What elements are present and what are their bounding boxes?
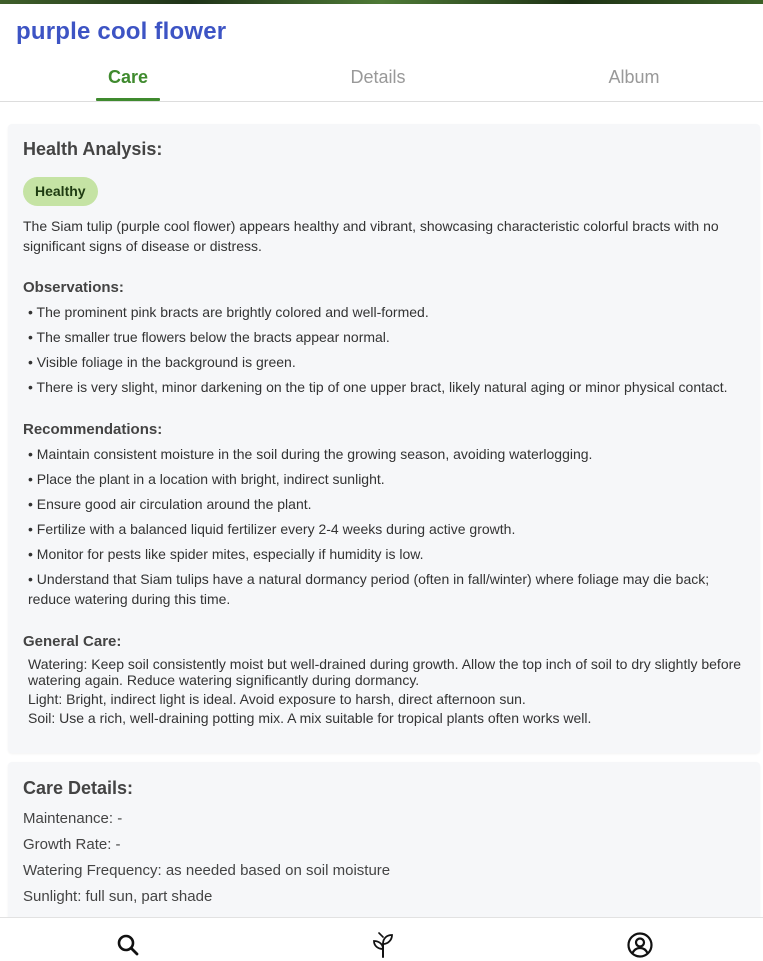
observation-item: • The smaller true flowers below the bracts appear normal. (28, 329, 390, 345)
tab-album[interactable]: Album (608, 67, 660, 87)
general-care-heading: General Care: (23, 633, 122, 650)
observation-item: • The prominent pink bracts are brightly colored and well-formed. (28, 304, 429, 320)
care-detail-watering-frequency: Watering Frequency: as needed based on soil moisture (23, 862, 391, 879)
recommendation-item: • Place the plant in a location with bright, indirect sunlight. (28, 471, 385, 487)
health-analysis-heading: Health Analysis: (23, 139, 163, 159)
recommendation-item: • Maintain consistent moisture in the soil during the growing season, avoiding waterlogging. (28, 446, 593, 462)
health-analysis-card (8, 124, 760, 753)
account-nav-button[interactable] (627, 932, 653, 958)
care-details-card (8, 762, 760, 932)
recommendation-item: • Ensure good air circulation around the plant. (28, 496, 312, 512)
general-care-soil: Soil: Use a rich, well-draining potting mix. A mix suitable for tropical plants often works well. (28, 710, 592, 726)
recommendation-item: • Fertilize with a balanced liquid fertilizer every 2-4 weeks during active growth. (28, 521, 516, 537)
page-title: purple cool flower (16, 18, 227, 45)
recommendation-item: • Monitor for pests like spider mites, especially if humidity is low. (28, 546, 424, 562)
plant-icon (370, 932, 396, 958)
care-details-heading: Care Details: (23, 778, 134, 798)
recommendation-item: • Understand that Siam tulips have a natural dormancy period (often in fall/winter) where foliage may die back; reduce watering during this time. (28, 571, 710, 607)
observation-item: • Visible foliage in the background is green. (28, 354, 296, 370)
care-detail-growth-rate: Growth Rate: - (23, 836, 121, 853)
health-status-badge: Healthy (23, 177, 98, 206)
general-care-light: Light: Bright, indirect light is ideal. Avoid exposure to harsh, direct afternoon sun. (28, 691, 526, 707)
tab-care[interactable]: Care (107, 67, 149, 87)
search-nav-button[interactable] (115, 932, 141, 958)
account-icon (627, 932, 653, 958)
health-summary: The Siam tulip (purple cool flower) appears healthy and vibrant, showcasing characteristic colorful bracts with no significant signs of disease or distress. (23, 218, 719, 254)
tab-bar (0, 62, 763, 102)
tab-details[interactable]: Details (350, 67, 406, 87)
general-care-watering: Watering: Keep soil consistently moist but well-drained during growth. Allow the top inch of soil to dry slightly before watering again. Reduce watering significantly during dormancy. (28, 656, 742, 688)
plant-nav-button[interactable] (370, 932, 396, 958)
care-detail-sunlight: Sunlight: full sun, part shade (23, 888, 213, 905)
search-icon (115, 932, 141, 958)
recommendations-heading: Recommendations: (23, 421, 163, 438)
observations-heading: Observations: (23, 279, 124, 296)
observation-item: • There is very slight, minor darkening on the tip of one upper bract, likely natural aging or minor physical contact. (28, 379, 728, 395)
bottom-navigation (0, 917, 763, 961)
care-detail-maintenance: Maintenance: - (23, 810, 123, 827)
tab-divider (0, 101, 763, 102)
hero-image-strip (0, 0, 763, 4)
